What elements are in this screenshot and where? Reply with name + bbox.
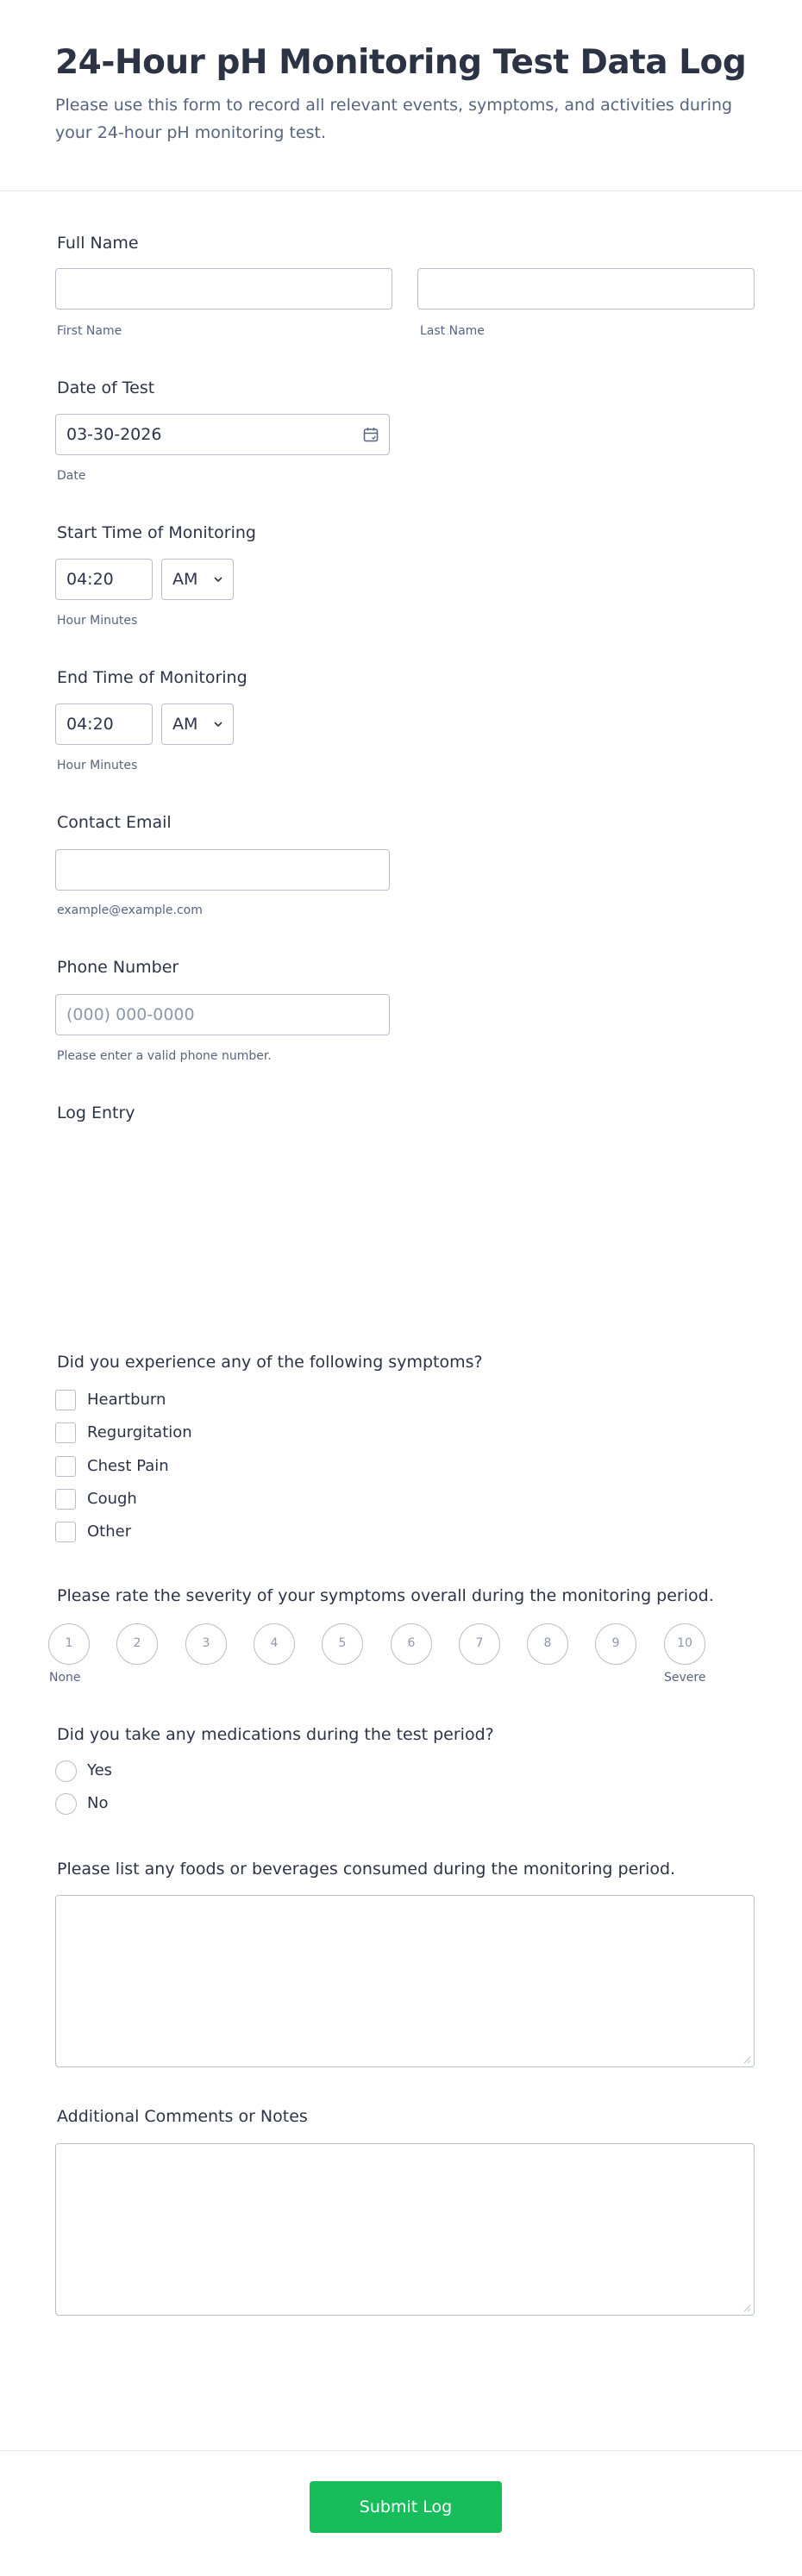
checkbox-label: Other: [87, 1522, 132, 1541]
end-time-input[interactable]: [55, 703, 153, 745]
last-name-input[interactable]: [417, 268, 755, 309]
end-time-value: 04:20: [66, 715, 114, 734]
phone-placeholder: (000) 000-0000: [66, 1005, 195, 1024]
scale-max-label: Severe: [664, 1671, 706, 1685]
end-ampm-value: AM: [172, 715, 198, 734]
resize-handle-icon[interactable]: [742, 2304, 751, 2312]
scale-min-label: None: [49, 1671, 81, 1685]
start-ampm-value: AM: [172, 570, 198, 589]
calendar-icon[interactable]: [363, 427, 379, 442]
scale-option-8[interactable]: 8: [527, 1623, 568, 1665]
radio-button[interactable]: [55, 1760, 77, 1782]
phone-sublabel: Please enter a valid phone number.: [57, 1049, 272, 1063]
date-of-test-label: Date of Test: [57, 378, 155, 397]
checkbox-label: Regurgitation: [87, 1423, 192, 1441]
scale-option-3[interactable]: 3: [185, 1623, 227, 1665]
foods-textarea[interactable]: [55, 1895, 755, 2067]
full-name-label: Full Name: [57, 234, 139, 253]
date-value: 03-30-2026: [66, 425, 162, 444]
foods-label: Please list any foods or beverages consumed during the monitoring period.: [57, 1860, 676, 1879]
form-header: [0, 0, 802, 191]
date-sublabel: Date: [57, 469, 86, 483]
comments-textarea[interactable]: [55, 2143, 755, 2316]
severity-label: Please rate the severity of your symptoms overall during the monitoring period.: [57, 1586, 714, 1605]
scale-option-5[interactable]: 5: [322, 1623, 363, 1665]
checkbox[interactable]: [55, 1456, 76, 1477]
first-name-input[interactable]: [55, 268, 392, 309]
radio-label: No: [87, 1794, 109, 1812]
checkbox-label: Chest Pain: [87, 1457, 169, 1475]
radio-button[interactable]: [55, 1793, 77, 1815]
contact-email-label: Contact Email: [57, 813, 172, 832]
chevron-down-icon: [212, 574, 224, 585]
date-input[interactable]: [55, 414, 390, 455]
scale-option-1[interactable]: 1: [48, 1623, 90, 1665]
symptoms-label: Did you experience any of the following symptoms?: [57, 1353, 483, 1372]
submit-button[interactable]: Submit Log: [310, 2481, 502, 2533]
start-time-label: Start Time of Monitoring: [57, 523, 256, 542]
checkbox[interactable]: [55, 1390, 76, 1410]
end-ampm-select[interactable]: [161, 703, 234, 745]
phone-label: Phone Number: [57, 958, 179, 977]
checkbox[interactable]: [55, 1422, 76, 1443]
checkbox[interactable]: [55, 1489, 76, 1510]
form-title: 24-Hour pH Monitoring Test Data Log: [55, 43, 747, 82]
scale-option-10[interactable]: 10: [664, 1623, 705, 1665]
start-time-sublabel: Hour Minutes: [57, 614, 138, 628]
end-time-sublabel: Hour Minutes: [57, 759, 138, 772]
first-name-sublabel: First Name: [57, 324, 122, 338]
scale-option-4[interactable]: 4: [254, 1623, 295, 1665]
medications-label: Did you take any medications during the test period?: [57, 1725, 494, 1744]
email-sublabel: example@example.com: [57, 903, 203, 917]
radio-label: Yes: [87, 1761, 113, 1779]
last-name-sublabel: Last Name: [420, 324, 485, 338]
checkbox-label: Cough: [87, 1490, 137, 1508]
email-input[interactable]: [55, 849, 390, 891]
start-time-value: 04:20: [66, 570, 114, 589]
checkbox[interactable]: [55, 1522, 76, 1542]
scale-option-9[interactable]: 9: [595, 1623, 636, 1665]
resize-handle-icon[interactable]: [742, 2055, 751, 2064]
phone-input[interactable]: [55, 994, 390, 1035]
start-ampm-select[interactable]: [161, 559, 234, 600]
end-time-label: End Time of Monitoring: [57, 668, 247, 687]
log-entry-label: Log Entry: [57, 1104, 135, 1122]
scale-option-6[interactable]: 6: [391, 1623, 432, 1665]
comments-label: Additional Comments or Notes: [57, 2107, 308, 2126]
scale-option-7[interactable]: 7: [459, 1623, 500, 1665]
scale-option-2[interactable]: 2: [116, 1623, 158, 1665]
start-time-input[interactable]: [55, 559, 153, 600]
checkbox-label: Heartburn: [87, 1391, 166, 1409]
chevron-down-icon: [212, 719, 224, 729]
form-subtitle: Please use this form to record all relevant events, symptoms, and activities during your 24-hour pH monitoring test.: [55, 96, 733, 142]
